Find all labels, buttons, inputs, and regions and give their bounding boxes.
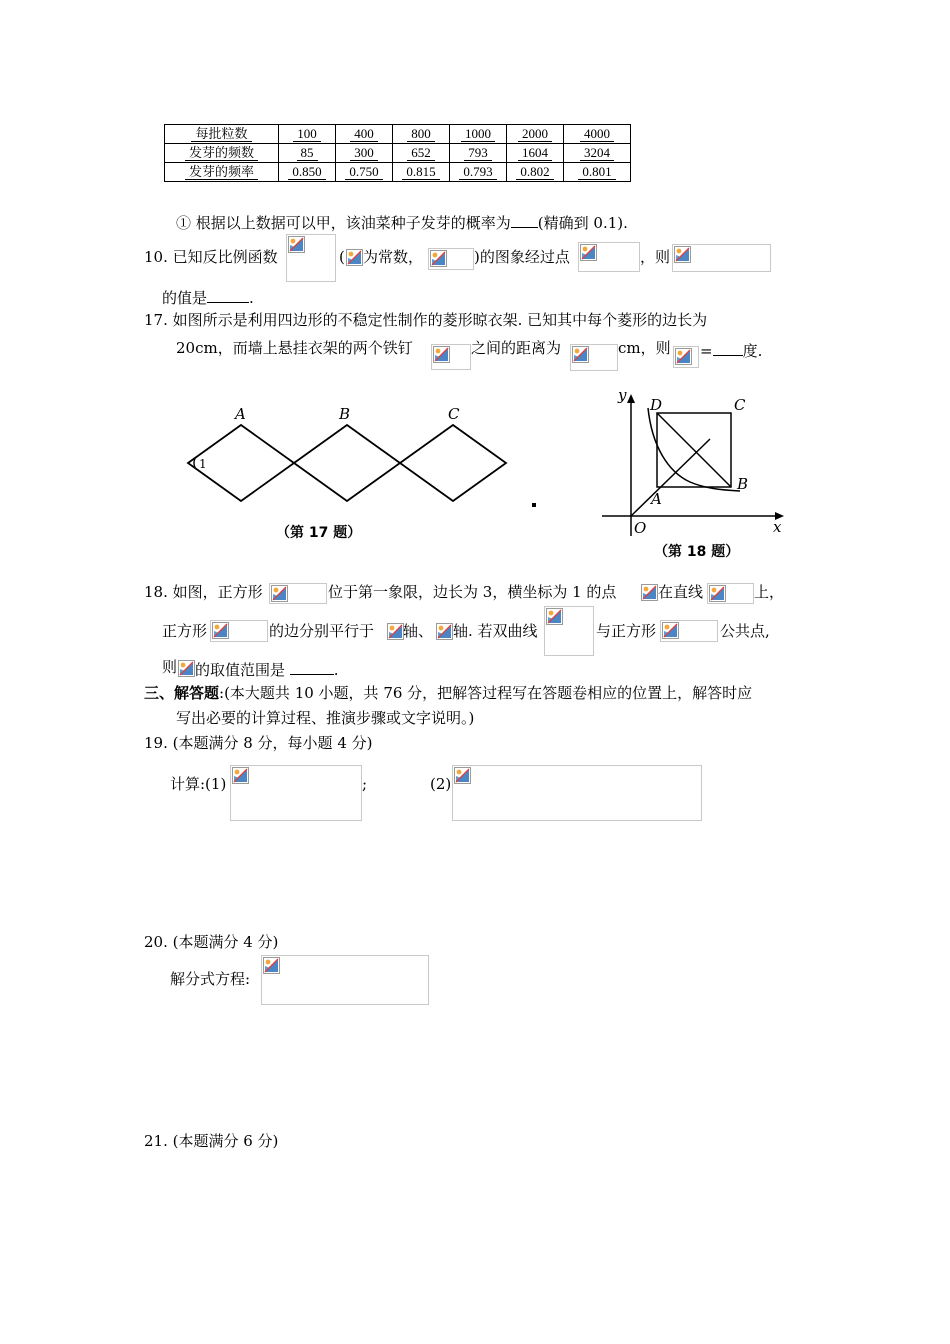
q18-text: 18. 如图，正方形 bbox=[144, 583, 263, 601]
broken-image-icon bbox=[345, 248, 363, 268]
q9-probability-line: ① 根据以上数据可以甲，该油菜种子发芽的概率为 (精确到 0.1). bbox=[176, 214, 628, 232]
figure-18-coordinate-diagram bbox=[598, 386, 794, 562]
broken-image-icon bbox=[640, 583, 658, 604]
rhombus bbox=[400, 425, 506, 501]
broken-image-icon bbox=[452, 765, 702, 821]
angle-1-label: 1 bbox=[199, 457, 207, 471]
label-c: C bbox=[734, 396, 746, 414]
rhombus bbox=[294, 425, 400, 501]
table-row: 发芽的频数 85 300 652 793 1604 3204 bbox=[165, 144, 631, 163]
broken-image-icon bbox=[578, 242, 640, 272]
label-a: A bbox=[651, 490, 662, 508]
label-c: C bbox=[448, 405, 460, 423]
section-3-heading: 三、解答题:(本大题共 10 小题，共 76 分，把解答过程写在答题卷相应的位置上，解答时应 bbox=[144, 684, 753, 702]
broken-image-icon bbox=[428, 248, 474, 270]
broken-image-icon bbox=[673, 346, 699, 368]
answer-blank bbox=[511, 213, 538, 228]
answer-blank bbox=[290, 660, 334, 675]
q17-text: 17. 如图所示是利用四边形的不稳定性制作的菱形晾衣架. 已知其中每个菱形的边长为 bbox=[144, 311, 708, 329]
answer-blank bbox=[713, 341, 743, 356]
answer-blank bbox=[207, 288, 249, 303]
figure-17-rhombus-rack bbox=[170, 398, 520, 548]
broken-image-icon bbox=[672, 244, 771, 272]
label-o: O bbox=[634, 519, 647, 537]
broken-image-icon bbox=[210, 620, 268, 642]
label-b: B bbox=[737, 475, 749, 493]
broken-image-icon bbox=[269, 583, 327, 604]
q10-text: 10. 已知反比例函数 bbox=[144, 248, 278, 266]
broken-image-icon bbox=[286, 234, 336, 282]
label-y: y bbox=[618, 386, 627, 404]
broken-image-icon bbox=[230, 765, 362, 821]
broken-image-icon bbox=[386, 622, 404, 642]
q21-title: 21. (本题满分 6 分) bbox=[144, 1132, 279, 1150]
broken-image-icon bbox=[435, 622, 453, 642]
figure-18-caption: （第 18 题） bbox=[654, 544, 740, 560]
table-row: 每批粒数 100 400 800 1000 2000 4000 bbox=[165, 125, 631, 144]
broken-image-icon bbox=[544, 606, 594, 656]
broken-image-icon bbox=[261, 955, 429, 1005]
q20-title: 20. (本题满分 4 分) bbox=[144, 933, 279, 951]
broken-image-icon bbox=[177, 659, 195, 679]
q19-title: 19. (本题满分 8 分，每小题 4 分) bbox=[144, 734, 373, 752]
line-through-a bbox=[631, 439, 710, 516]
broken-image-icon bbox=[707, 583, 754, 604]
table-row: 发芽的频率 0.850 0.750 0.815 0.793 0.802 0.801 bbox=[165, 163, 631, 182]
broken-image-icon bbox=[431, 344, 471, 370]
label-d: D bbox=[650, 396, 663, 414]
label-b: B bbox=[339, 405, 351, 423]
dot-mark bbox=[532, 503, 536, 507]
germination-table bbox=[164, 124, 631, 182]
broken-image-icon bbox=[660, 620, 718, 642]
broken-image-icon bbox=[570, 344, 618, 371]
figure-17-caption: （第 17 题） bbox=[276, 525, 362, 541]
label-a: A bbox=[235, 405, 246, 423]
label-x: x bbox=[773, 518, 782, 536]
